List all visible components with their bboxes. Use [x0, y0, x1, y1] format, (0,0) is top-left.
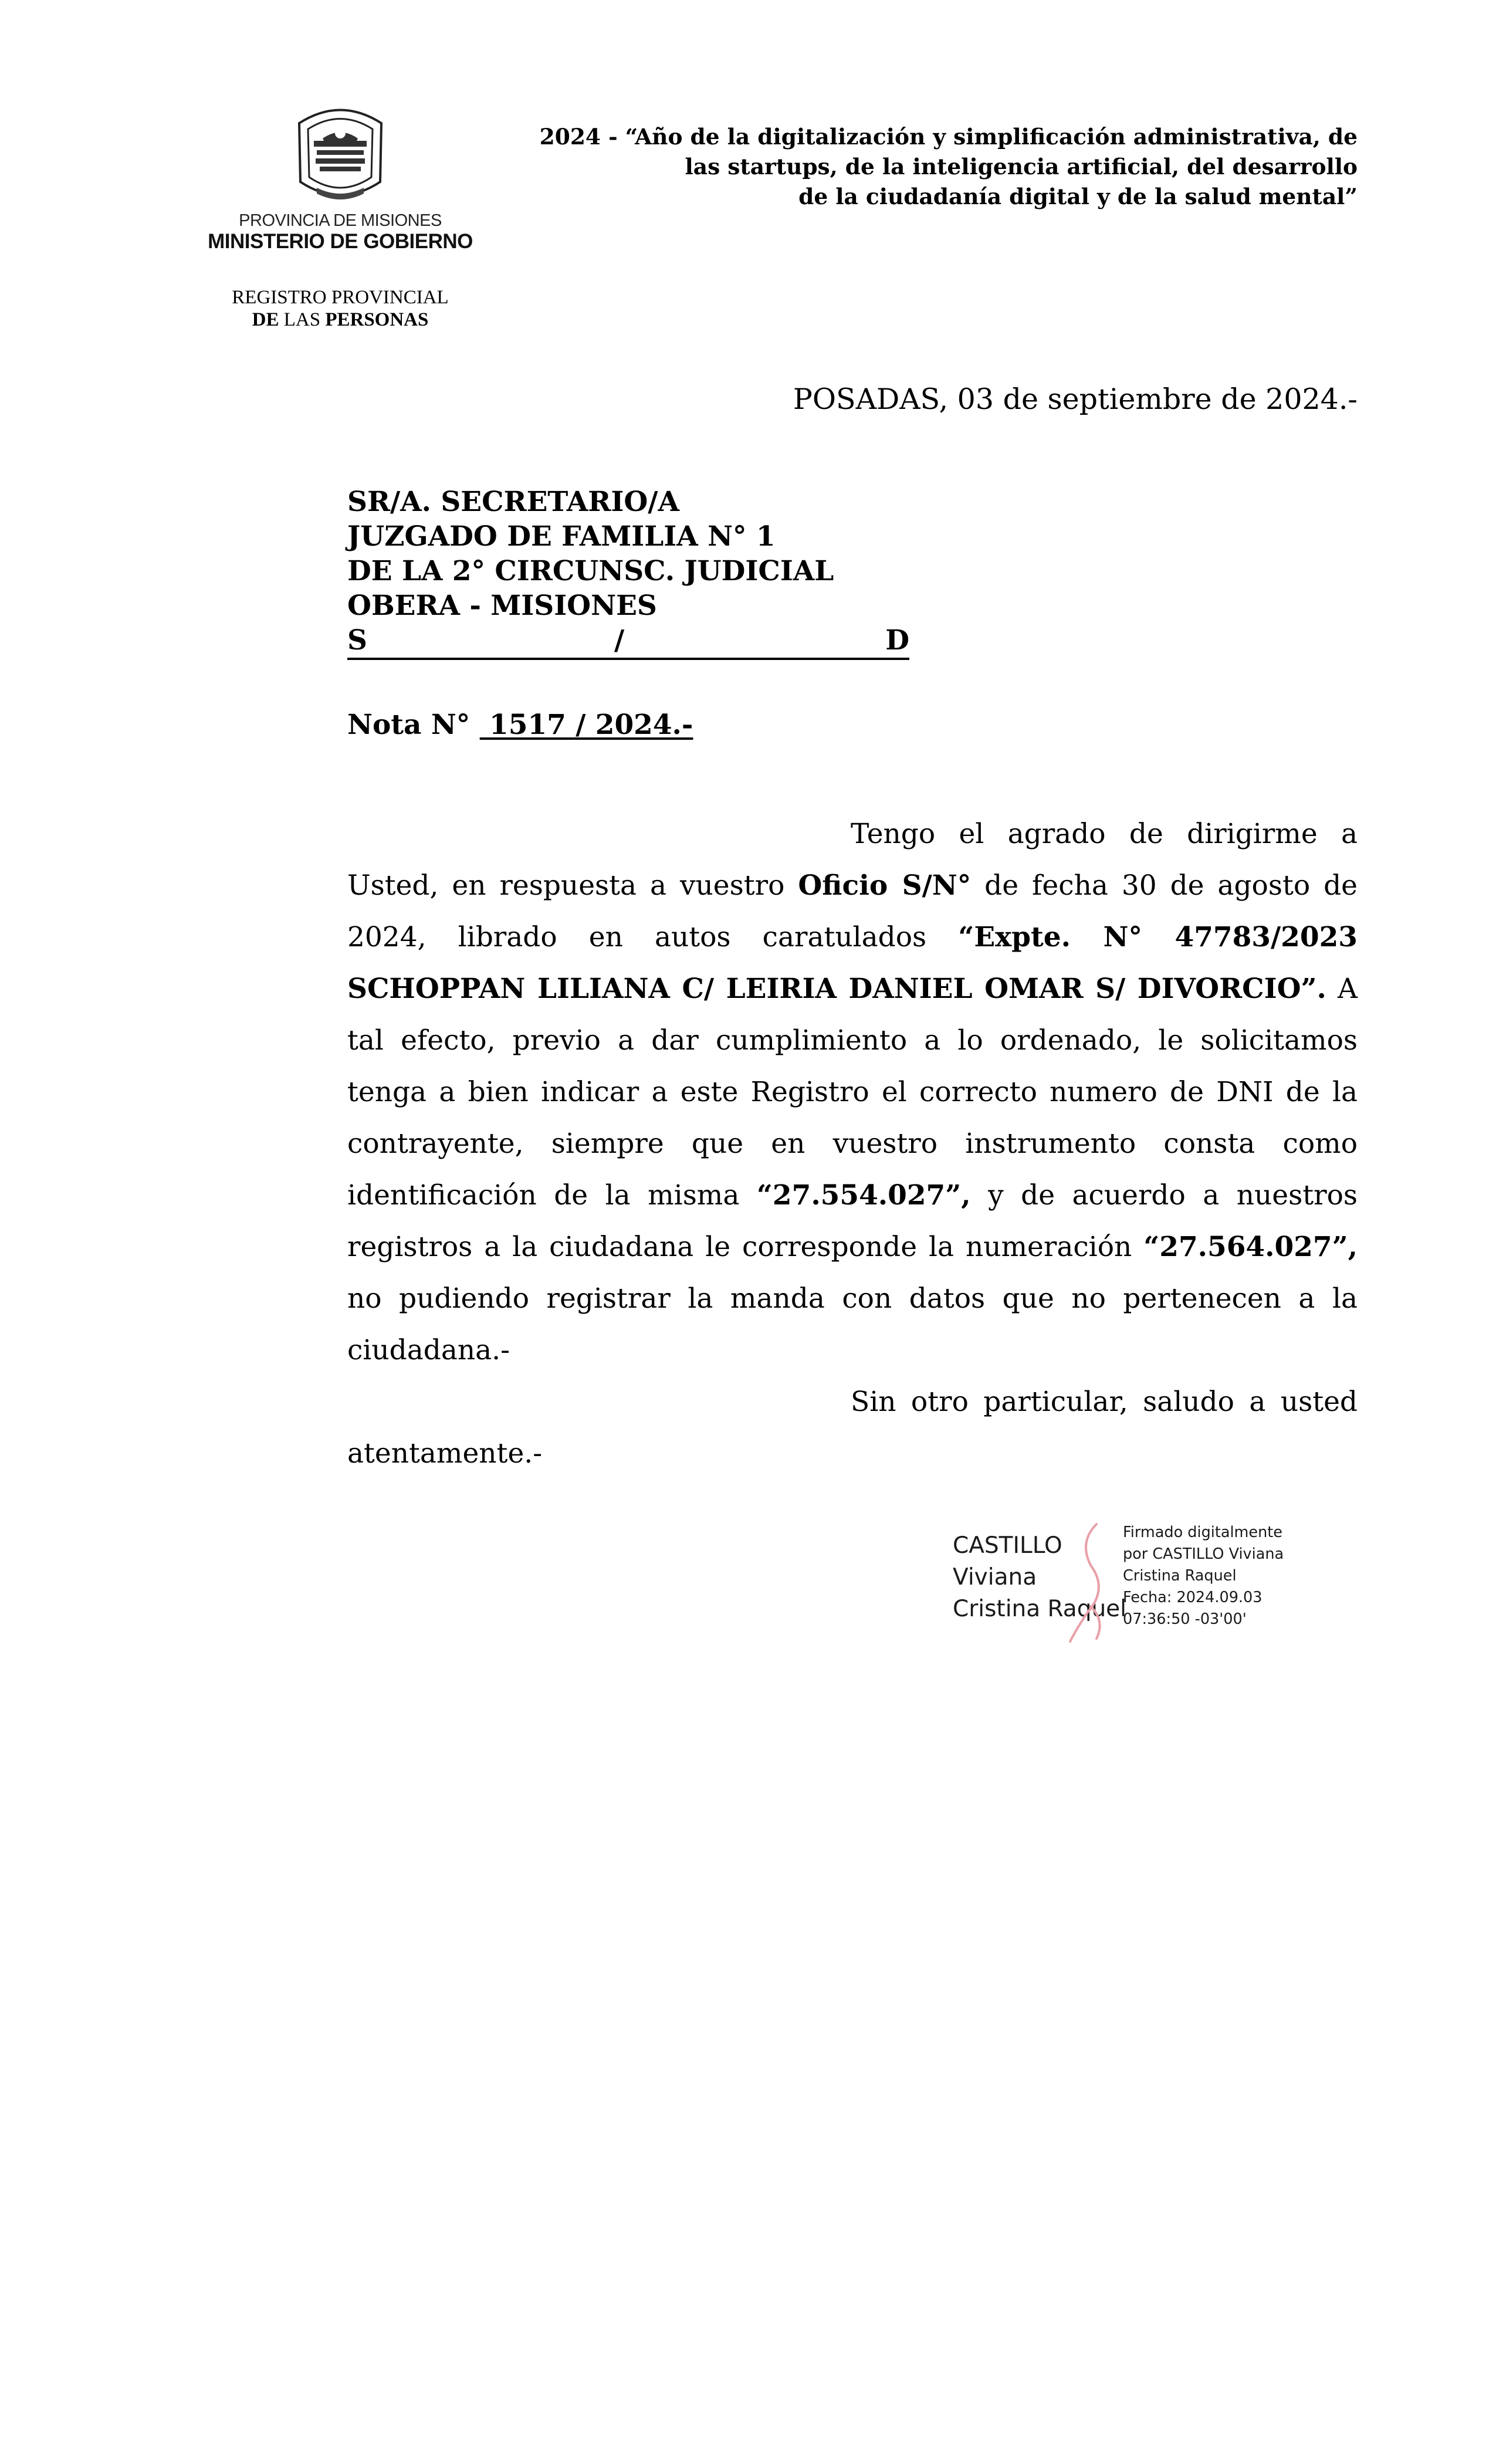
- signature-details: [1123, 1522, 1284, 1630]
- body-line-1: Tengo el agrado de dirigirme a: [851, 818, 1358, 850]
- addressee-block: [347, 485, 909, 660]
- province-name: PROVINCIA DE MISIONES: [239, 211, 442, 230]
- signature-mark-icon: [1055, 1518, 1126, 1647]
- motto-line-2: las startups, de la inteligencia artificial, del desarrollo: [685, 154, 1358, 180]
- registry-name: [194, 286, 487, 331]
- provincial-seal-icon: [282, 100, 399, 211]
- registry-de: DE: [252, 309, 279, 330]
- body-line-10: no pudiendo registrar la manda con datos que no pertenecen a la: [347, 1282, 1358, 1315]
- addressee-line-1: SR/A. SECRETARIO/A: [347, 486, 679, 518]
- nota-number: 1517 / 2024.-: [489, 709, 693, 741]
- registry-line-1: REGISTRO PROVINCIAL: [232, 287, 449, 308]
- signature-detail-1: Firmado digitalmente: [1123, 1524, 1282, 1541]
- body-line-7: contrayente, siempre que en vuestro instrumento consta como: [347, 1128, 1358, 1160]
- signer-name-line-1: CASTILLO: [953, 1532, 1062, 1559]
- body-line-13: atentamente.-: [347, 1437, 543, 1470]
- signature-detail-3: Cristina Raquel: [1123, 1567, 1237, 1585]
- letter-body: [347, 808, 1358, 1480]
- addressee-line-3: DE LA 2° CIRCUNSC. JUDICIAL: [347, 555, 834, 587]
- addressee-line-4: OBERA - MISIONES: [347, 590, 657, 622]
- sd-mid: /: [614, 624, 625, 656]
- signature-detail-2: por CASTILLO Viviana: [1123, 1545, 1284, 1563]
- nota-label: Nota N°: [347, 709, 471, 741]
- sd-line: [347, 623, 909, 660]
- ministry-name: MINISTERIO DE GOBIERNO: [208, 230, 473, 253]
- registry-personas: PERSONAS: [325, 309, 429, 330]
- registry-las: LAS: [283, 309, 321, 330]
- body-line-3: 2024, librado en autos caratulados “Expte. N° 47783/2023: [347, 921, 1358, 953]
- body-line-11: ciudadana.-: [347, 1334, 510, 1366]
- signature-detail-5: 07:36:50 -03'00': [1123, 1610, 1247, 1628]
- date-line: POSADAS, 03 de septiembre de 2024.-: [793, 383, 1358, 416]
- body-line-9: registros a la ciudadana le corresponde la numeración “27.564.027”,: [347, 1231, 1358, 1263]
- motto-line-1: 2024 - “Año de la digitalización y simplificación administrativa, de: [539, 124, 1358, 150]
- body-line-12: Sin otro particular, saludo a usted: [851, 1386, 1358, 1418]
- digital-signature: [953, 1518, 1363, 1647]
- body-line-2: Usted, en respuesta a vuestro Oficio S/N° de fecha 30 de agosto de: [347, 869, 1358, 902]
- signer-name-line-3: Cristina Raquel: [953, 1596, 1127, 1622]
- body-line-5: tal efecto, previo a dar cumplimiento a lo ordenado, le solicitamos: [347, 1024, 1358, 1057]
- addressee-line-2: JUZGADO DE FAMILIA N° 1: [347, 520, 776, 553]
- signer-name-line-2: Viviana: [953, 1564, 1037, 1590]
- nota-line: [347, 709, 693, 741]
- body-line-8: identificación de la misma “27.554.027”, y de acuerdo a nuestros: [347, 1179, 1358, 1211]
- motto-line-3: de la ciudadanía digital y de la salud mental”: [798, 184, 1358, 209]
- year-motto: [442, 122, 1358, 212]
- registry-line-2: [194, 309, 487, 331]
- body-line-6: tenga a bien indicar a este Registro el correcto numero de DNI de la: [347, 1076, 1358, 1108]
- sd-left: S: [347, 624, 367, 656]
- signature-detail-4: Fecha: 2024.09.03: [1123, 1589, 1263, 1606]
- body-line-4: SCHOPPAN LILIANA C/ LEIRIA DANIEL OMAR S/ DIVORCIO”. A: [347, 973, 1358, 1005]
- sd-right: D: [885, 624, 909, 656]
